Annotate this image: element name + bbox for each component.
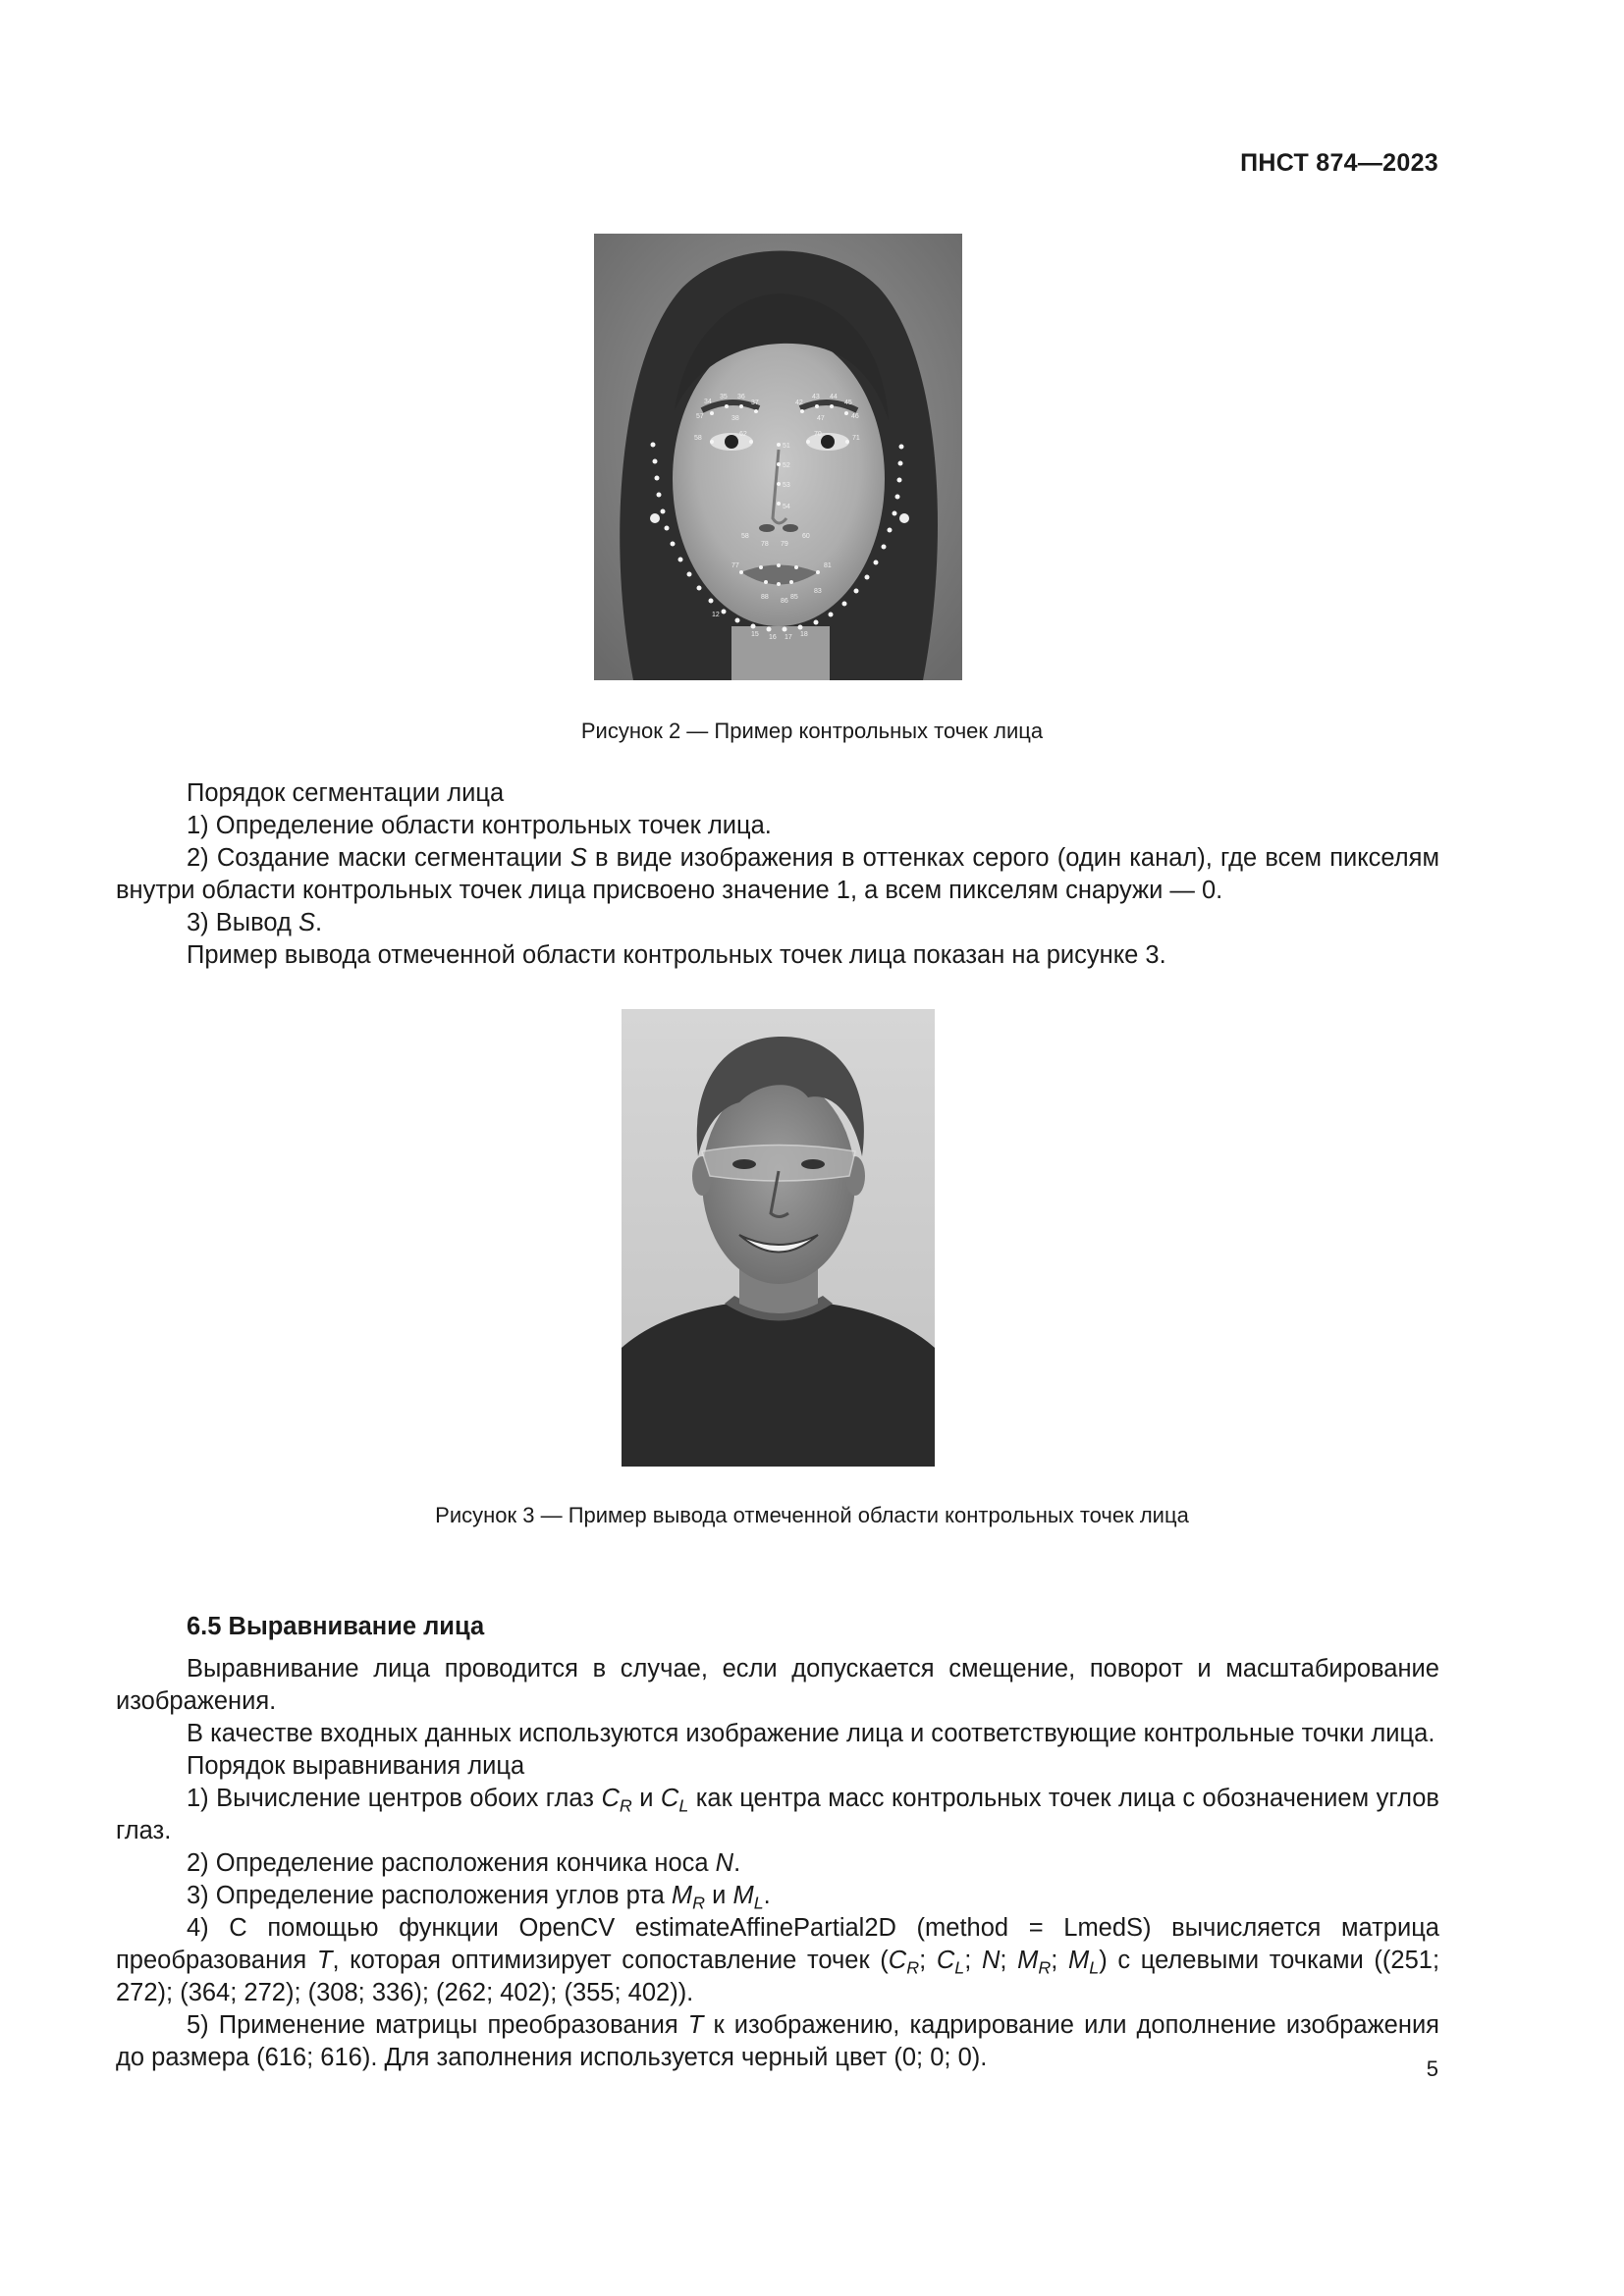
svg-text:51: 51 — [783, 443, 790, 450]
svg-text:71: 71 — [852, 435, 860, 442]
svg-text:44: 44 — [830, 394, 838, 400]
svg-text:34: 34 — [704, 399, 712, 405]
svg-text:46: 46 — [851, 413, 859, 420]
alignment-title: Порядок выравнивания лица — [187, 1752, 525, 1780]
svg-text:43: 43 — [812, 394, 820, 400]
svg-text:62: 62 — [739, 431, 747, 438]
svg-text:60: 60 — [802, 533, 810, 540]
alignment-paragraph-1: Выравнивание лица проводится в случае, если допускается смещение, поворот и масштабирование изображения. — [116, 1655, 1439, 1715]
svg-text:36: 36 — [737, 394, 745, 400]
svg-text:38: 38 — [731, 415, 739, 422]
document-code: ПНСТ 874—2023 — [1240, 149, 1438, 177]
svg-text:15: 15 — [751, 631, 759, 638]
alignment-section — [116, 1611, 1439, 2074]
figure-3-caption: Рисунок 3 — Пример вывода отмеченной области контрольных точек лица — [435, 1503, 1189, 1527]
svg-text:37: 37 — [751, 400, 759, 406]
svg-text:86: 86 — [781, 598, 788, 605]
alignment-paragraph-2: В качестве входных данных используются изображение лица и соответствующие контрольные точки лица. — [187, 1720, 1435, 1747]
svg-text:70: 70 — [814, 431, 822, 438]
svg-text:16: 16 — [769, 634, 777, 641]
alignment-step-1: 1) Вычисление центров обоих глаз $C_R$ и $C_L$ как центра масс контрольных точек лица с обозначением углов глаз. — [116, 1785, 1439, 1844]
segmentation-step-3: 3) Вывод S. — [187, 909, 323, 936]
figure-2-face-landmarks — [594, 234, 962, 680]
segmentation-step-2: 2) Создание маски сегментации S в виде изображения в оттенках серого (один канал), где всем пикселям внутри области контрольных точек лица присвоено значение 1, а всем пикселям снаружи — 0. — [116, 844, 1439, 904]
svg-text:88: 88 — [761, 594, 769, 601]
segmentation-section — [116, 777, 1439, 972]
svg-text:42: 42 — [795, 400, 803, 406]
svg-text:12: 12 — [712, 612, 720, 618]
figure-2-caption: Рисунок 2 — Пример контрольных точек лица — [580, 719, 1044, 743]
svg-text:54: 54 — [783, 504, 790, 510]
svg-text:58: 58 — [694, 435, 702, 442]
svg-text:47: 47 — [817, 415, 825, 422]
svg-text:35: 35 — [720, 394, 728, 400]
svg-text:45: 45 — [844, 400, 852, 406]
alignment-step-2: 2) Определение расположения кончика носа N. — [187, 1849, 741, 1877]
alignment-step-4: 4) С помощью функции OpenCV estimateAffinePartial2D (method = LmedS) вычисляется матрица преобразования T, которая оптимизирует сопоставление точек ($C_R$; $C_L$; N; $M_R$; $M_L$) с целевыми точками ((251; 272); (364; 272); (308; 336); (262; 402); (355; 402)). — [116, 1914, 1440, 2006]
svg-text:53: 53 — [783, 482, 790, 489]
svg-text:85: 85 — [790, 594, 798, 601]
svg-text:83: 83 — [814, 588, 822, 595]
svg-text:17: 17 — [785, 634, 792, 641]
svg-text:57: 57 — [696, 413, 704, 420]
segmentation-step-1: 1) Определение области контрольных точек лица. — [187, 812, 772, 839]
svg-text:18: 18 — [800, 631, 808, 638]
face-landmarks-image — [594, 234, 962, 680]
segmentation-example: Пример вывода отмеченной области контрольных точек лица показан на рисунке 3. — [187, 941, 1166, 969]
segmentation-title: Порядок сегментации лица — [187, 779, 505, 807]
svg-text:58: 58 — [741, 533, 749, 540]
svg-text:81: 81 — [824, 562, 832, 569]
section-heading-6-5: 6.5 Выравнивание лица — [187, 1613, 485, 1640]
page-number: 5 — [1426, 2056, 1438, 2081]
svg-text:78: 78 — [761, 541, 769, 548]
alignment-step-5: 5) Применение матрицы преобразования T к изображению, кадрирование или дополнение изображения до размера (616; 616). Для заполнения используется черный цвет (0; 0; 0). — [116, 2011, 1439, 2071]
figure-3-segmentation-output — [622, 1009, 935, 1467]
svg-text:77: 77 — [731, 562, 739, 569]
svg-text:79: 79 — [781, 541, 788, 548]
svg-text:52: 52 — [783, 462, 790, 469]
segmentation-output-image — [622, 1009, 935, 1467]
alignment-step-3: 3) Определение расположения углов рта $M_R$ и $M_L$. — [187, 1882, 771, 1913]
